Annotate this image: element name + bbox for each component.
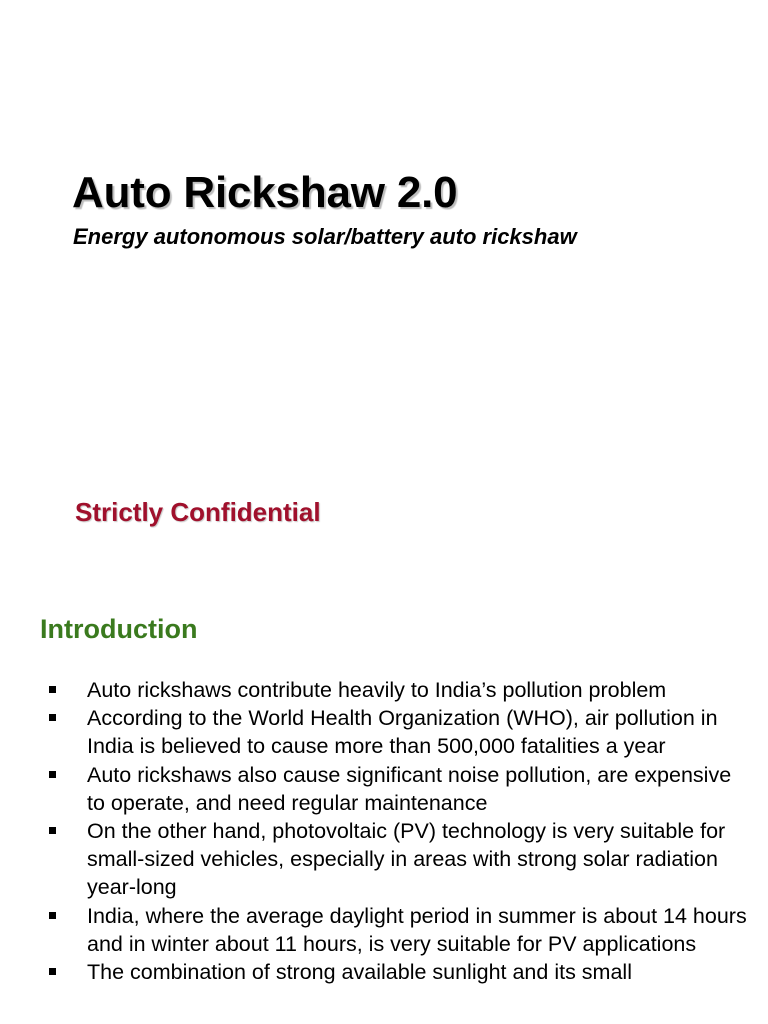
bullet-text: India, where the average daylight period in summer is about 14 hours and in winter about 11 hours, is very suitable for PV applications	[87, 903, 747, 956]
square-bullet-icon	[49, 912, 56, 919]
bullet-text: The combination of strong available sunlight and its small	[87, 960, 632, 985]
slide-subtitle: Energy autonomous solar/battery auto rickshaw	[73, 224, 577, 249]
square-bullet-icon	[49, 686, 56, 693]
list-item	[48, 761, 748, 817]
square-bullet-icon	[49, 968, 56, 975]
square-bullet-icon	[49, 714, 56, 721]
list-item	[48, 902, 748, 958]
introduction-heading: Introduction	[40, 614, 198, 644]
list-item	[48, 958, 748, 986]
list-item	[48, 676, 748, 704]
list-item	[48, 704, 748, 760]
introduction-slide	[0, 576, 768, 1024]
bullet-text: Auto rickshaws also cause significant noise pollution, are expensive to operate, and need regular maintenance	[87, 762, 732, 815]
square-bullet-icon	[49, 827, 56, 834]
bullet-text: According to the World Health Organization (WHO), air pollution in India is believed to cause more than 500,000 fatalities a year	[87, 706, 718, 759]
confidential-label: Strictly Confidential	[75, 497, 321, 527]
bullet-text: On the other hand, photovoltaic (PV) technology is very suitable for small-sized vehicles, especially in areas with strong solar radiation year-long	[87, 819, 726, 900]
slide-title: Auto Rickshaw 2.0	[72, 168, 458, 217]
bullet-list	[48, 676, 748, 986]
square-bullet-icon	[49, 771, 56, 778]
list-item	[48, 817, 748, 902]
bullet-text: Auto rickshaws contribute heavily to India’s pollution problem	[87, 678, 667, 702]
